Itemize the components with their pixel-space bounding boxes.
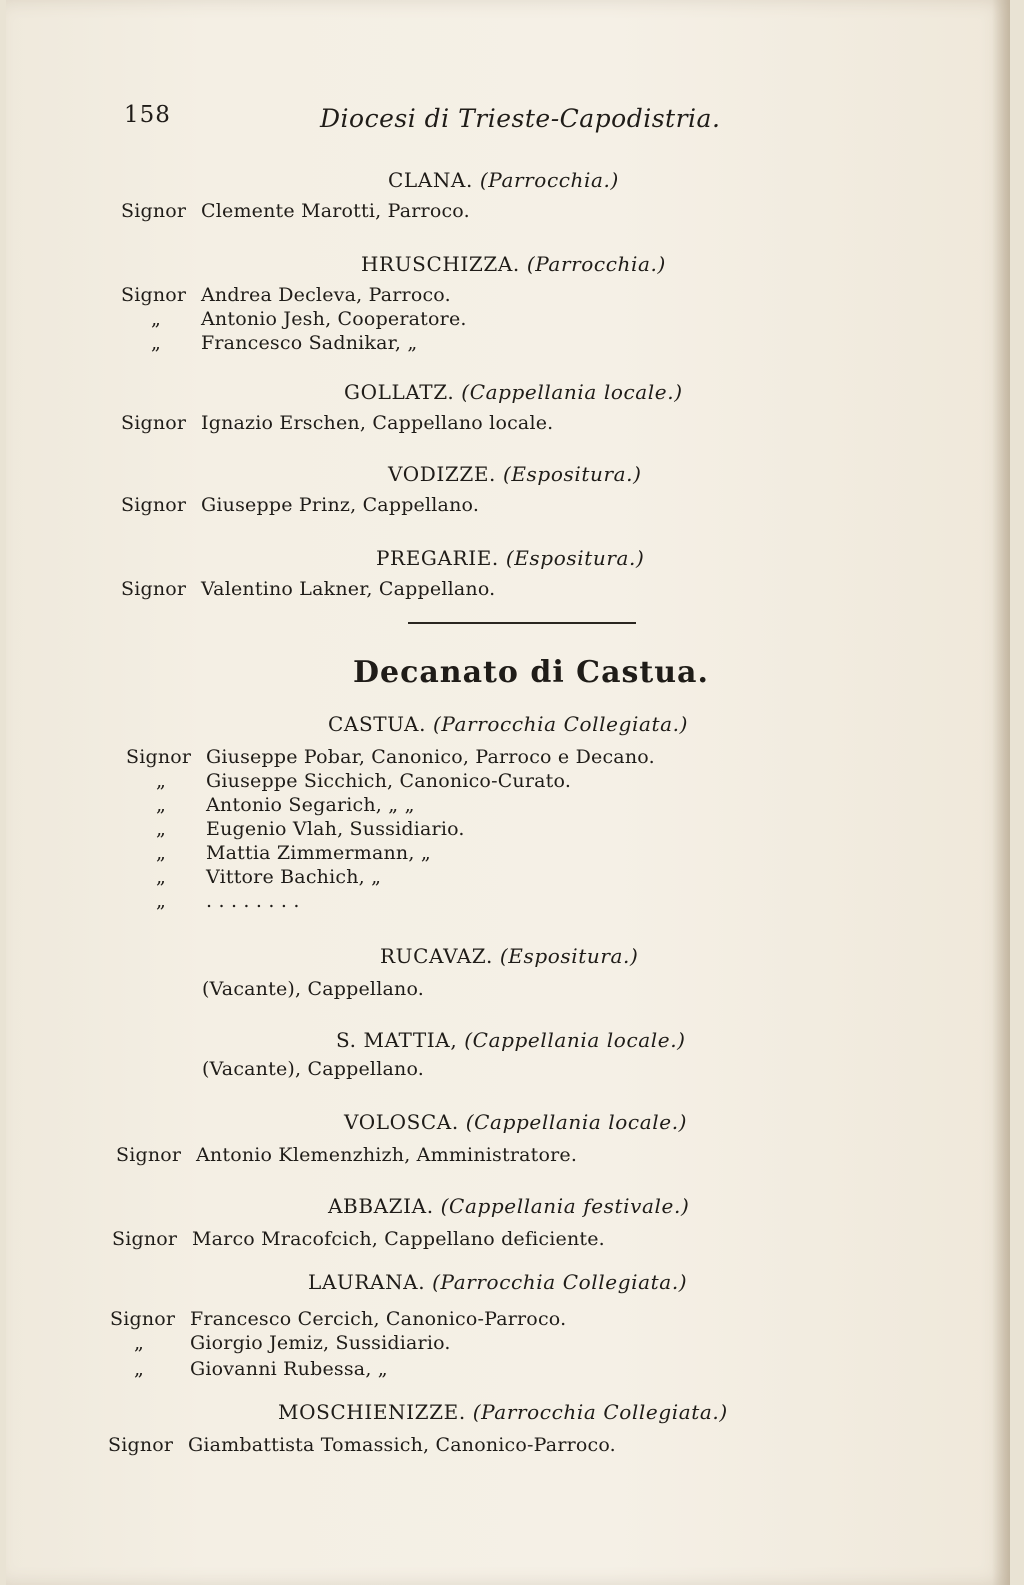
entry-line (202, 978, 424, 1000)
section-divider (408, 622, 636, 624)
section-kind: (Cappellania locale.) (465, 1110, 688, 1134)
running-title: Diocesi di Trieste-Capodistria. (320, 104, 721, 133)
section-heading-rucavaz (380, 944, 638, 968)
ditto-mark: „ (156, 866, 167, 888)
entry-title: Signor (108, 1434, 174, 1456)
entry-title: Signor (121, 412, 187, 434)
page-header (124, 102, 970, 142)
section-name: VOLOSCA. (344, 1110, 459, 1134)
section-name: MOSCHIENIZZE. (278, 1400, 466, 1424)
ditto-mark: „ (156, 842, 167, 864)
entry-title: Signor (110, 1308, 176, 1330)
section-name: ABBAZIA. (328, 1194, 434, 1218)
entry-title: Signor (112, 1228, 178, 1250)
entry-text: Giuseppe Sicchich, Canonico-Curato. (206, 770, 572, 792)
entry-line (121, 578, 495, 600)
section-heading-pregarie (376, 546, 644, 570)
section-name: CLANA. (388, 168, 473, 192)
section-kind: (Espositura.) (499, 944, 639, 968)
entry-line (121, 284, 451, 306)
entry-line (126, 842, 431, 864)
entry-text: Francesco Sadnikar, „ (201, 332, 418, 354)
entry-title: Signor (121, 200, 187, 222)
entry-text: Giovanni Rubessa, „ (190, 1358, 388, 1380)
ditto-mark: „ (156, 770, 167, 792)
entry-text: Marco Mracofcich, Cappellano deficiente. (192, 1228, 605, 1250)
section-kind: (Espositura.) (505, 546, 645, 570)
entry-text: . . . . . . . . (206, 890, 300, 912)
entry-title: Signor (126, 746, 192, 768)
ditto-mark: „ (156, 890, 167, 912)
section-heading-vodizze (388, 462, 642, 486)
entry-text: Vittore Bachich, „ (206, 866, 382, 888)
section-heading-moschienizze (278, 1400, 728, 1424)
entry-line (202, 1058, 424, 1080)
section-name: HRUSCHIZZA. (361, 252, 520, 276)
book-page (6, 0, 1010, 1585)
entry-text: (Vacante), Cappellano. (202, 978, 424, 1000)
page-edge-shadow (992, 0, 1010, 1585)
section-name: CASTUA. (328, 712, 427, 736)
section-kind: (Parrocchia Collegiata.) (433, 712, 689, 736)
entry-line (126, 890, 300, 912)
entry-line (126, 866, 381, 888)
entry-title: Signor (116, 1144, 182, 1166)
entry-line (121, 412, 553, 434)
section-heading-gollatz (344, 380, 683, 404)
section-kind: (Parrocchia.) (479, 168, 619, 192)
entry-line (126, 794, 415, 816)
entry-text: Ignazio Erschen, Cappellano locale. (201, 412, 554, 434)
entry-line (126, 746, 655, 768)
entry-title: Signor (121, 578, 187, 600)
entry-line (110, 1332, 451, 1354)
entry-text: Andrea Decleva, Parroco. (201, 284, 451, 306)
section-kind: (Espositura.) (502, 462, 642, 486)
entry-text: Giuseppe Pobar, Canonico, Parroco e Decano. (206, 746, 655, 768)
section-heading-s-mattia (336, 1028, 686, 1052)
section-name: LAURANA. (308, 1270, 426, 1294)
entry-text: Giuseppe Prinz, Cappellano. (201, 494, 480, 516)
entry-text: Francesco Cercich, Canonico-Parroco. (190, 1308, 567, 1330)
ditto-mark: „ (151, 308, 162, 330)
entry-text: Giambattista Tomassich, Canonico-Parroco. (188, 1434, 616, 1456)
section-heading-castua (328, 712, 688, 736)
section-kind: (Cappellania festivale.) (440, 1194, 690, 1218)
section-kind: (Parrocchia Collegiata.) (432, 1270, 688, 1294)
entry-text: Clemente Marotti, Parroco. (201, 200, 470, 222)
entry-text: Antonio Klemenzhizh, Amministratore. (196, 1144, 578, 1166)
ditto-mark: „ (156, 818, 167, 840)
section-kind: (Cappellania locale.) (464, 1028, 686, 1052)
section-name: S. MATTIA, (336, 1028, 458, 1052)
page-number: 158 (124, 102, 171, 128)
ditto-mark: „ (134, 1358, 145, 1380)
entry-line (126, 818, 465, 840)
entry-text: Antonio Segarich, „ „ (206, 794, 415, 816)
ditto-mark: „ (151, 332, 162, 354)
entry-line (116, 1144, 577, 1166)
entry-line (121, 308, 467, 330)
entry-title: Signor (121, 284, 187, 306)
section-heading-volosca (344, 1110, 687, 1134)
section-name: PREGARIE. (376, 546, 499, 570)
entry-line (112, 1228, 605, 1250)
entry-text: (Vacante), Cappellano. (202, 1058, 424, 1080)
entry-text: Valentino Lakner, Cappellano. (201, 578, 496, 600)
ditto-mark: „ (134, 1332, 145, 1354)
entry-line (121, 200, 470, 222)
section-kind: (Parrocchia Collegiata.) (472, 1400, 728, 1424)
entry-text: Giorgio Jemiz, Sussidiario. (190, 1332, 451, 1354)
section-name: GOLLATZ. (344, 380, 455, 404)
entry-line (121, 494, 479, 516)
ditto-mark: „ (156, 794, 167, 816)
entry-line (126, 770, 571, 792)
section-heading-hruschizza (361, 252, 666, 276)
section-heading-clana (388, 168, 619, 192)
section-name: RUCAVAZ. (380, 944, 493, 968)
section-heading-abbazia (328, 1194, 689, 1218)
deanery-title: Decanato di Castua. (353, 655, 709, 690)
entry-line (121, 332, 417, 354)
entry-line (110, 1308, 566, 1330)
section-name: VODIZZE. (388, 462, 496, 486)
entry-line (108, 1434, 616, 1456)
entry-text: Mattia Zimmermann, „ (206, 842, 431, 864)
entry-title: Signor (121, 494, 187, 516)
entry-text: Antonio Jesh, Cooperatore. (201, 308, 467, 330)
section-heading-laurana (308, 1270, 687, 1294)
entry-text: Eugenio Vlah, Sussidiario. (206, 818, 465, 840)
section-kind: (Cappellania locale.) (461, 380, 683, 404)
section-kind: (Parrocchia.) (526, 252, 666, 276)
entry-line (110, 1358, 388, 1380)
